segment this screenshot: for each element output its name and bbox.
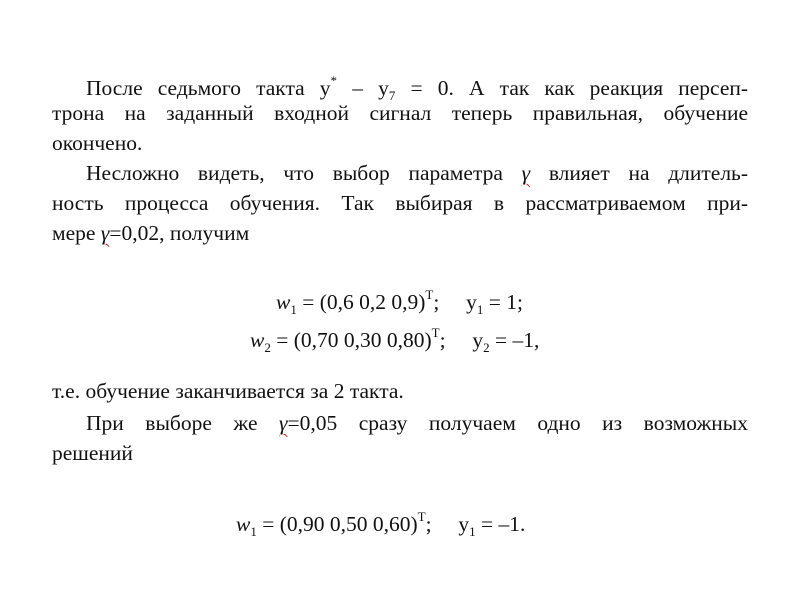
- text-segment: Несложно видеть, что выбор параметра: [86, 161, 503, 185]
- paragraph-4-line-1: [86, 410, 748, 436]
- gamma-symbol: γ: [279, 411, 288, 435]
- formula-y-star-minus-y7: $y^* - y_7 = 0$.: [319, 73, 454, 103]
- equation-w1: $w_1 = (0,6$ 0,2 0,9)$^T$; $y_1 = 1$;: [276, 287, 523, 317]
- paragraph-3-line-1: т.е. обучение заканчивается за 2 такта.: [52, 379, 404, 403]
- paragraph-2-line-3: [52, 220, 748, 246]
- equation-w2: $w_2 = (0,70$ 0,30 0,80)$^T$; $y_2 = -1$,: [250, 325, 540, 355]
- paragraph-1-line-3: окончено.: [52, 131, 143, 155]
- paragraph-2-line-2: ность процесса обучения. Так выбирая в рассматриваемом при-: [52, 191, 748, 215]
- text-segment: влияет на длитель-: [548, 161, 749, 185]
- text-segment: После седьмого такта: [86, 76, 305, 100]
- text-segment: А так как реакция персеп-: [469, 76, 749, 100]
- gamma-value-group: γ=0,05 сразу получаем одно из возможных: [279, 411, 749, 435]
- paragraph-4-line-2: решений: [52, 441, 133, 465]
- gamma-symbol: γ: [100, 221, 110, 245]
- paragraph-2-line-1: [86, 160, 748, 186]
- equation-w1-second: $w_1 = (0,90$ 0,50 0,60)$^T$; $y_1 = -1$.: [236, 509, 526, 539]
- gamma-symbol: γ: [521, 161, 531, 185]
- paragraph-1-line-2: трона на заданный входной сигнал теперь правильная, обучение: [52, 101, 748, 125]
- text-segment: =0,02, получим: [109, 221, 250, 245]
- text-segment: При выборе же: [86, 411, 258, 435]
- text-segment: мере: [52, 221, 96, 245]
